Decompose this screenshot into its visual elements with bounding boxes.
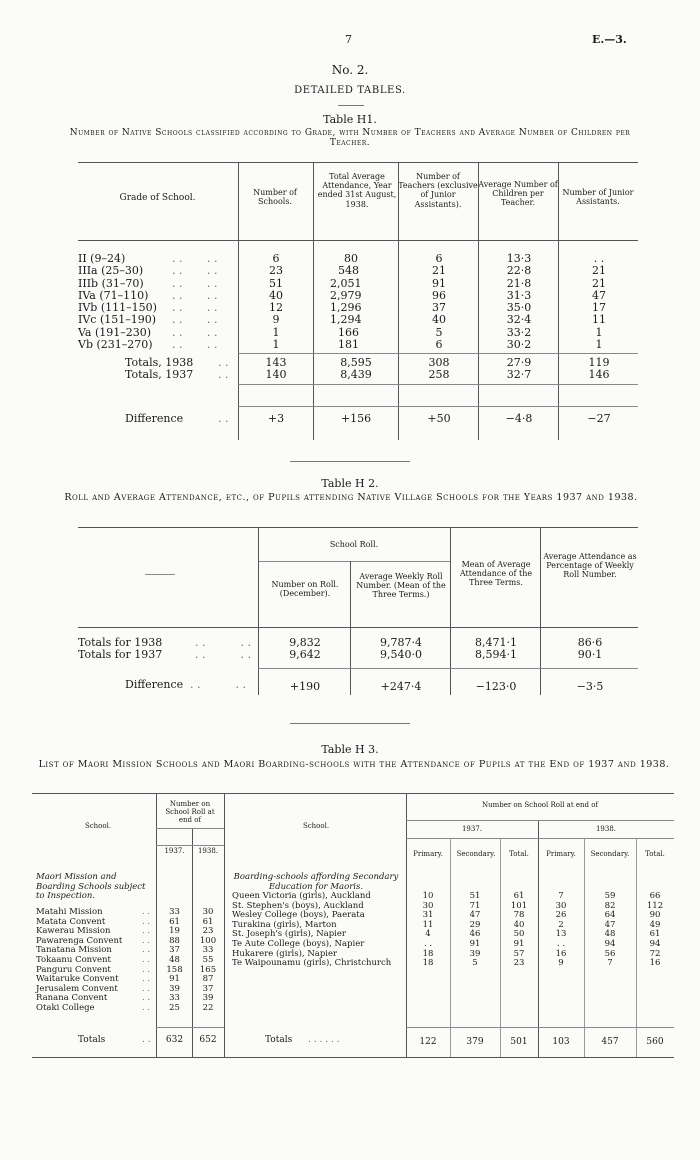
list-item: Hukarere (girls), Napier: [232, 948, 338, 959]
table-cell: 40: [513, 919, 525, 930]
table-cell: 2,051: [330, 276, 362, 290]
list-item: Te Aute College (boys), Napier: [232, 938, 365, 949]
table-cell: 5: [472, 958, 478, 969]
table-row: Va (191–230): [78, 325, 152, 339]
table-cell: Total.: [509, 850, 529, 858]
table-cell: 23: [513, 958, 525, 969]
table-cell: 59: [604, 891, 616, 901]
list-item: Kawerau Mission: [36, 926, 111, 937]
table-cell: 17: [592, 301, 606, 315]
table-cell: +247·4: [380, 680, 422, 693]
table-cell: 91: [513, 938, 525, 949]
table-cell: 100: [199, 935, 217, 946]
table-cell: 9: [272, 313, 280, 327]
table-cell: 64: [604, 910, 616, 921]
table-cell: 21: [592, 264, 606, 278]
table-cell: 103: [552, 1037, 570, 1047]
table-h2-label: Table H 2.: [321, 477, 379, 490]
table-cell: 1: [272, 325, 280, 339]
h2-group-header: School Roll.: [329, 540, 379, 549]
table-cell: 23: [269, 264, 283, 278]
table-cell: −4·8: [505, 412, 533, 425]
table-cell: 12: [269, 301, 283, 315]
table-cell: −3·5: [576, 680, 604, 693]
table-cell: +3: [267, 412, 285, 425]
table-cell: 61: [513, 891, 525, 901]
table-cell: 9,832: [289, 636, 321, 649]
table-cell: 31: [422, 910, 434, 921]
table-cell: 55: [202, 954, 214, 965]
table-h1-caption: Number of Native Schools classified according to Grade, with Number of Teachers and Average Number of Children per Teacher.: [69, 128, 631, 149]
table-cell: 61: [202, 916, 214, 927]
h1-col-grade: Grade of School.: [119, 193, 196, 203]
h1-grade-column: [78, 253, 157, 351]
table-cell: 40: [432, 313, 446, 327]
h2-col-roll: Number on Roll. (December).: [271, 580, 339, 599]
table-cell: 71: [469, 900, 481, 911]
h1-col-attendance: Total Average Attendance, Year ended 31st August, 1938.: [317, 172, 397, 209]
table-cell: 48: [604, 929, 616, 940]
list-item: Panguru Convent: [36, 964, 111, 975]
table-cell: 61: [169, 916, 180, 927]
table-cell: 21·8: [506, 276, 532, 290]
h1-col-junior: Number of Junior Assistants.: [562, 188, 634, 207]
table-cell: 30: [202, 907, 214, 917]
table-cell: 94: [604, 938, 616, 949]
table-cell: 13: [555, 929, 567, 940]
table-cell: . .: [593, 252, 605, 265]
table-cell: 308: [428, 356, 450, 369]
table-cell: 652: [199, 1035, 217, 1045]
table-h2-caption: Roll and Average Attendance, etc., of Pupils attending Native Village Schools for the Years 1937 and 1938.: [64, 492, 638, 503]
table-cell: 8,595: [340, 356, 372, 369]
table-cell: 10: [422, 891, 434, 901]
table-cell: 33: [169, 907, 180, 917]
h1-totals-1938-label: Totals, 1938: [125, 356, 194, 369]
h2-row-1938: Totals for 1938: [78, 636, 163, 649]
table-cell: 2: [558, 919, 564, 930]
section-title: DETAILED TABLES.: [294, 85, 406, 96]
table-cell: 7: [607, 958, 613, 969]
table-cell: 11: [592, 313, 606, 327]
list-item: Matata Convent: [36, 916, 106, 927]
table-cell: −27: [587, 412, 611, 425]
table-cell: 82: [604, 900, 616, 911]
table-cell: 9,787·4: [380, 636, 422, 649]
table-cell: 66: [649, 891, 661, 901]
list-item: Turakina (girls), Marton: [232, 919, 337, 930]
table-cell: 18: [422, 958, 434, 969]
table-cell: 181: [338, 338, 359, 352]
list-item: Te Waipounamu (girls), Christchurch: [232, 958, 392, 969]
table-h3-label: Table H 3.: [321, 743, 379, 756]
table-cell: 9,642: [289, 648, 321, 662]
table-cell: 30·2: [506, 338, 532, 352]
table-cell: 49: [649, 919, 661, 930]
table-cell: 91: [169, 974, 180, 985]
list-item: Pawarenga Convent: [36, 935, 123, 946]
table-cell: 40: [269, 288, 283, 302]
table-cell: 25: [169, 1002, 180, 1013]
table-row: IIIb (31–70): [78, 276, 144, 290]
table-cell: 27·9: [506, 356, 532, 369]
table-cell: 122: [419, 1037, 437, 1047]
page-number: 7: [345, 33, 352, 46]
table-cell: −123·0: [475, 680, 517, 693]
table-cell: +156: [340, 412, 372, 425]
table-cell: 379: [466, 1037, 484, 1047]
table-cell: 1937.: [164, 847, 185, 855]
table-cell: 30: [555, 900, 567, 911]
table-cell: 86·6: [577, 636, 603, 649]
table-cell: 6: [435, 338, 443, 352]
table-cell: 80: [344, 252, 358, 265]
table-cell: 26: [555, 910, 567, 921]
table-cell: 501: [510, 1037, 528, 1047]
table-cell: 1: [595, 338, 603, 352]
table-cell: 165: [199, 964, 217, 975]
h2-col-pct: Average Attendance as Percentage of Weekly Roll Number.: [543, 552, 637, 580]
list-item: Waitaruke Convent: [36, 974, 119, 985]
table-cell: 632: [165, 1035, 184, 1045]
table-row: II (9–24): [78, 252, 126, 265]
table-cell: 78: [513, 910, 525, 921]
list-item: Queen Victoria (girls), Auckland: [232, 891, 371, 901]
table-cell: 50: [513, 929, 525, 940]
table-cell: 19: [169, 926, 180, 937]
h3-right-roll-header: Number on School Roll at end of: [481, 801, 599, 809]
list-item: Ranana Convent: [36, 993, 108, 1004]
h2-col-weekly: Average Weekly Roll Number. (Mean of the Three Terms.): [356, 572, 446, 600]
table-cell: 7: [558, 891, 564, 901]
table-cell: 51: [269, 276, 283, 290]
table-cell: 21: [592, 276, 606, 290]
h1-col-schools: Number of Schools.: [253, 188, 297, 207]
table-cell: 51: [469, 891, 481, 901]
table-cell: 16: [649, 958, 661, 969]
table-cell: 1: [272, 338, 280, 352]
table-cell: 140: [265, 368, 287, 382]
list-item: St. Stephen's (boys), Auckland: [232, 900, 364, 911]
h3-left-roll-header: Number on School Roll at end of: [165, 800, 215, 825]
table-cell: 143: [265, 356, 287, 369]
table-cell: 47: [604, 919, 616, 930]
table-cell: 1938.: [197, 847, 219, 855]
table-cell: 166: [338, 325, 359, 339]
table-row: IIIa (25–30): [78, 264, 144, 278]
section-number: No. 2.: [331, 63, 369, 77]
h3-left-group: Maori Mission and Boarding Schools subject to Inspection.: [36, 872, 146, 902]
h3-left-school-header: School.: [84, 822, 112, 830]
table-cell: 56: [604, 948, 616, 959]
table-cell: 47: [592, 288, 606, 302]
table-cell: 39: [469, 948, 481, 959]
table-cell: 560: [646, 1037, 664, 1047]
table-cell: 37: [202, 983, 214, 994]
table-cell: 90: [649, 910, 661, 921]
table-cell: 61: [649, 929, 661, 940]
table-cell: 8,471·1: [475, 636, 517, 649]
table-cell: . .: [423, 938, 433, 949]
table-cell: 32·7: [506, 368, 532, 382]
table-cell: 91: [432, 276, 446, 290]
table-cell: 8,594·1: [475, 648, 517, 662]
h1-col-teachers: Number of Teachers (exclusive of Junior Assistants).: [398, 172, 478, 209]
table-cell: 146: [588, 368, 610, 382]
table-row: IVb (111–150): [78, 301, 157, 315]
table-cell: 47: [469, 910, 481, 921]
table-cell: . .: [556, 938, 566, 949]
table-row: IVa (71–110): [78, 288, 149, 302]
list-item: Matahi Mission: [36, 907, 103, 917]
table-cell: 33: [202, 945, 214, 956]
table-cell: 22: [202, 1002, 214, 1013]
table-row: IVc (151–190): [78, 313, 157, 327]
table-cell: 91: [469, 938, 481, 949]
table-cell: 13·3: [506, 252, 532, 265]
table-cell: 6: [272, 252, 280, 265]
list-item: Tanatana Mission: [36, 945, 112, 956]
list-item: St. Joseph's (girls), Napier: [232, 929, 346, 940]
table-cell: 21: [432, 264, 446, 278]
table-cell: 35·0: [506, 301, 532, 315]
table-cell: 18: [422, 948, 434, 959]
table-cell: 37: [432, 301, 446, 315]
table-cell: 4: [425, 929, 431, 940]
list-item: Wesley College (boys), Paerata: [232, 910, 365, 921]
table-cell: 31·3: [506, 288, 532, 302]
h3-right-group: Boarding-schools affording Secondary Education for Maoris.: [233, 872, 399, 892]
table-cell: 548: [338, 264, 359, 278]
table-cell: 30: [422, 900, 434, 911]
table-cell: 37: [169, 945, 180, 956]
table-cell: 1938.: [595, 825, 617, 833]
table-cell: 48: [169, 954, 180, 965]
table-cell: 87: [202, 974, 214, 985]
h2-col-mean: Mean of Average Attendance of the Three Terms.: [459, 560, 533, 588]
table-cell: 11: [422, 919, 434, 930]
list-item: Jerusalem Convent: [36, 983, 118, 994]
table-cell: 16: [555, 948, 567, 959]
h1-totals-1937-label: Totals, 1937: [125, 368, 194, 382]
h2-difference-label: Difference: [125, 678, 184, 691]
table-cell: Secondary.: [456, 850, 496, 858]
table-cell: 158: [166, 964, 183, 975]
table-cell: 90·1: [577, 648, 603, 662]
table-cell: 32·4: [506, 313, 532, 327]
table-cell: 119: [588, 356, 610, 369]
table-cell: 46: [469, 929, 481, 940]
table-cell: 8,439: [340, 368, 372, 382]
table-cell: 101: [510, 900, 528, 911]
h1-col-avg-children: Average Number of Children per Teacher.: [478, 180, 558, 208]
table-cell: 1,296: [330, 301, 362, 315]
table-cell: 94: [649, 938, 661, 949]
table-cell: 1,294: [330, 313, 362, 327]
table-cell: 72: [649, 948, 661, 959]
table-cell: +190: [289, 680, 321, 693]
table-cell: 258: [428, 368, 450, 382]
table-cell: 57: [513, 948, 525, 959]
table-cell: 5: [435, 325, 443, 339]
table-row: Vb (231–270): [78, 338, 153, 352]
table-cell: 39: [202, 993, 214, 1004]
document-reference: E.—3.: [592, 33, 627, 46]
table-cell: +50: [427, 412, 451, 425]
table-cell: Primary.: [546, 850, 576, 858]
table-cell: 29: [469, 919, 481, 930]
h3-left-totals-label: Totals: [78, 1035, 106, 1045]
table-h3-caption: List of Maori Mission Schools and Maori Boarding-schools with the Attendance of Pupils at the End of 1937 and 1938.: [38, 759, 670, 770]
h2-row-1937: Totals for 1937: [78, 648, 163, 662]
table-cell: 96: [432, 288, 446, 302]
table-cell: 112: [646, 900, 664, 911]
h1-difference-label: Difference: [125, 412, 184, 425]
table-cell: 9,540·0: [380, 648, 422, 662]
table-cell: 9: [558, 958, 564, 969]
table-cell: Total.: [645, 850, 665, 858]
table-cell: 39: [169, 983, 180, 994]
h3-right-totals-label: Totals: [265, 1035, 293, 1045]
table-cell: Primary.: [413, 850, 443, 858]
table-cell: 88: [169, 935, 180, 946]
table-cell: 23: [202, 926, 214, 937]
table-cell: 1937.: [461, 825, 483, 833]
h3-right-school-header: School.: [302, 822, 330, 830]
table-cell: Secondary.: [590, 850, 630, 858]
table-cell: 33·2: [506, 325, 532, 339]
table-cell: 6: [435, 252, 443, 265]
table-cell: 33: [169, 993, 180, 1004]
table-cell: 1: [595, 325, 603, 339]
list-item: Tokaanu Convent: [36, 954, 111, 965]
table-cell: 22·8: [506, 264, 532, 278]
table-cell: 457: [601, 1037, 619, 1047]
list-item: Otaki College: [36, 1002, 95, 1013]
table-h1-label: Table H1.: [323, 113, 377, 126]
table-cell: 2,979: [330, 288, 362, 302]
